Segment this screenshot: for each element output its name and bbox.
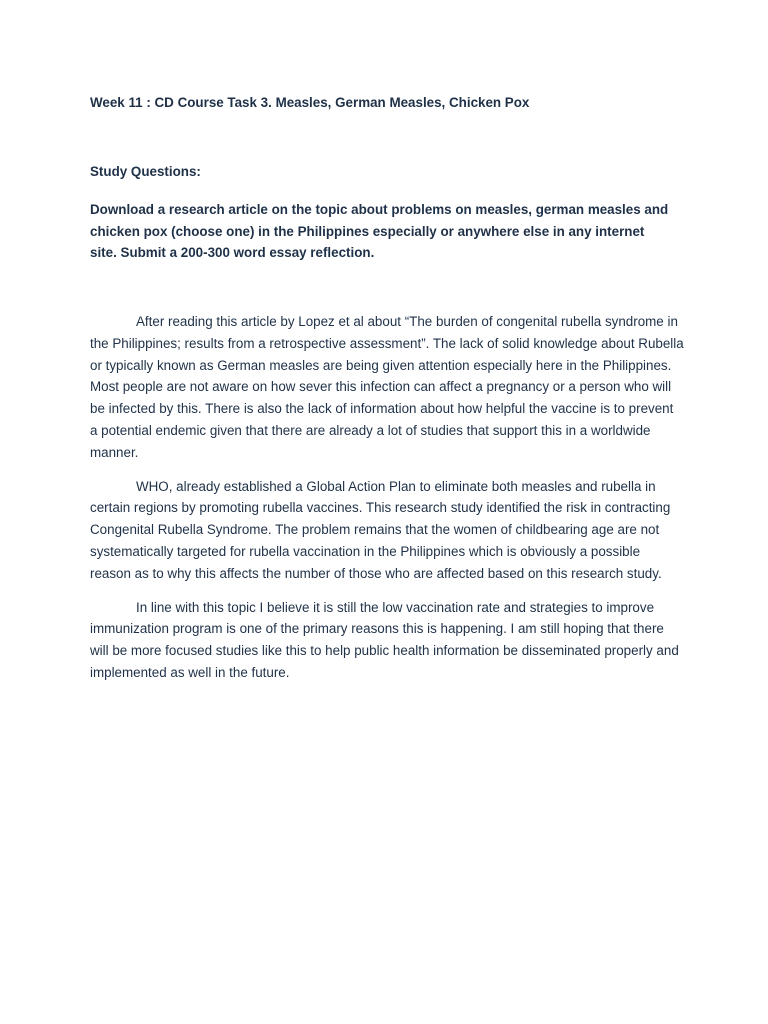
essay-paragraph-3: In line with this topic I believe it is still the low vaccination rate and strategies to improve immunization program is one of the primary reasons this is happening. I am still hoping that there will be more focused studies like this to help public health information be disseminated properly and implemented as well in the future.	[90, 599, 679, 680]
essay-paragraph-1: After reading this article by Lopez et al about “The burden of congenital rubella syndrome in the Philippines; results from a retrospective assessment”. The lack of solid knowledge about Rubella or typically known as German measles are being given attention especially here in the Philippines. Most people are not aware on how sever this infection can affect a pregnancy or a person who will be infected by this. There is also the lack of information about how helpful the vaccine is to prevent a potential endemic given that there are already a lot of studies that support this in a worldwide manner.	[90, 314, 684, 460]
essay-paragraph-2: WHO, already established a Global Action Plan to eliminate both measles and rubella in certain regions by promoting rubella vaccines. This research study identified the risk in contracting Congenital Rubella Syndrome. The problem remains that the women of childbearing age are not systematically targeted for rubella vaccination in the Philippines which is obviously a possible reason as to why this affects the number of those who are affected based on this research study.	[90, 478, 671, 581]
document-title: Week 11 : CD Course Task 3. Measles, German Measles, Chicken Pox	[90, 95, 530, 110]
essay-reflection	[90, 311, 684, 696]
study-questions-heading: Study Questions:	[90, 164, 201, 179]
assignment-instructions: Download a research article on the topic about problems on measles, german measles and chicken pox (choose one) in the Philippines especially or anywhere else in any internet site. Submit a 200-300 word essay reflection.	[90, 202, 669, 260]
